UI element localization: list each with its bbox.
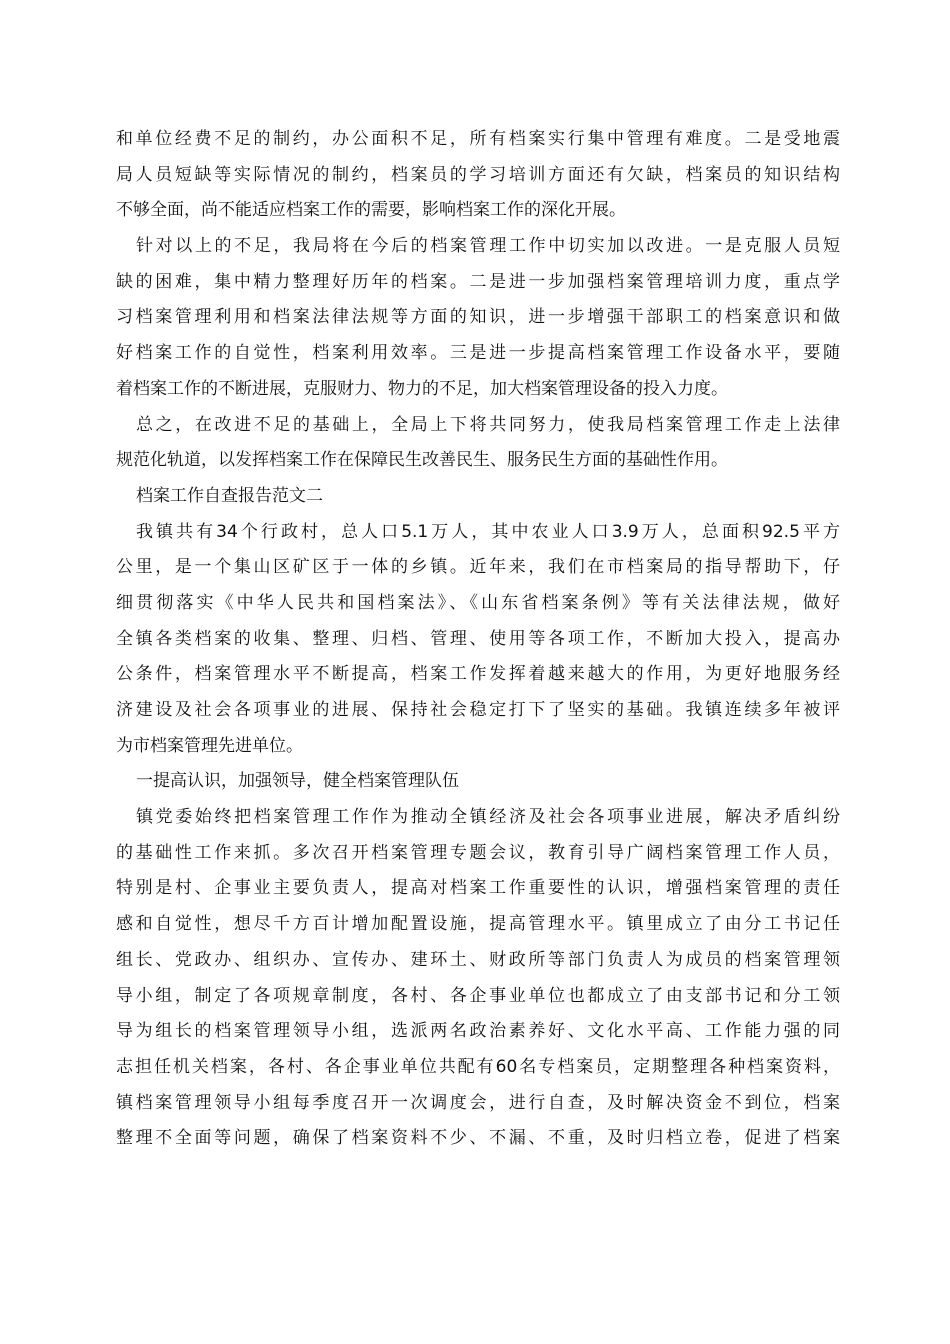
text-line: 细贯彻落实《中华人民共和国档案法》、《山东省档案条例》等有关法律法规，做好 — [116, 592, 840, 613]
text-line: 志担任机关档案，各村、各企事业单位共配有60名专档案员，定期整理各种档案资料， — [116, 1056, 840, 1077]
section-heading: 一提高认识，加强领导，健全档案管理队伍 — [136, 771, 459, 792]
text-line: 济建设及社会各项事业的进展、保持社会稳定打下了坚实的基础。我镇连续多年被评 — [116, 700, 840, 720]
text-line: 的基础性工作来抓。多次召开档案管理专题会议，教育引导广阔档案管理工作人员， — [116, 842, 840, 863]
text-line: 缺的困难，集中精力整理好历年的档案。二是进一步加强档案管理培训力度，重点学 — [116, 271, 840, 292]
text-line: 我镇共有34个行政村，总人口5.1万人，其中农业人口3.9万人，总面积92.5平方 — [136, 521, 840, 542]
text-line: 和单位经费不足的制约，办公面积不足，所有档案实行集中管理有难度。二是受地震 — [116, 129, 840, 149]
document-body — [116, 122, 840, 1157]
section-heading: 档案工作自查报告范文二 — [136, 485, 323, 506]
text-line: 镇党委始终把档案管理工作作为推动全镇经济及社会各项事业进展，解决矛盾纠纷 — [136, 807, 840, 828]
text-line: 针对以上的不足，我局将在今后的档案管理工作中切实加以改进。一是克服人员短 — [136, 236, 840, 257]
text-line: 全镇各类档案的收集、整理、归档、管理、使用等各项工作，不断加大投入，提高办 — [116, 628, 840, 649]
text-line: 特别是村、企事业主要负责人，提高对档案工作重要性的认识，增强档案管理的责任 — [116, 878, 840, 899]
text-line: 好档案工作的自觉性，档案利用效率。三是进一步提高档案管理工作设备水平，要随 — [116, 343, 840, 364]
text-line: 总之，在改进不足的基础上，全局上下将共同努力，使我局档案管理工作走上法律 — [136, 414, 840, 435]
text-line: 着档案工作的不断进展，克服财力、物力的不足，加大档案管理设备的投入力度。 — [116, 378, 728, 399]
text-line: 习档案管理利用和档案法律法规等方面的知识，进一步增强干部职工的档案意识和做 — [116, 307, 840, 328]
text-line: 导小组，制定了各项规章制度，各村、各企事业单位也都成立了由支部书记和分工领 — [116, 985, 840, 1006]
text-line: 规范化轨道，以发挥档案工作在保障民生改善民生、服务民生方面的基础性作用。 — [116, 450, 728, 471]
text-line: 公条件，档案管理水平不断提高，档案工作发挥着越来越大的作用，为更好地服务经 — [116, 664, 840, 685]
text-line: 镇档案管理领导小组每季度召开一次调度会，进行自查，及时解决资金不到位，档案 — [116, 1092, 840, 1113]
text-line: 局人员短缺等实际情况的制约，档案员的学习培训方面还有欠缺，档案员的知识结构 — [116, 164, 840, 185]
text-line: 组长、党政办、组织办、宣传办、建环土、财政所等部门负责人为成员的档案管理领 — [116, 949, 840, 970]
text-line: 为市档案管理先进单位。 — [116, 735, 303, 756]
text-line: 导为组长的档案管理领导小组，选派两名政治素养好、文化水平高、工作能力强的同 — [116, 1021, 840, 1042]
text-line: 不够全面，尚不能适应档案工作的需要，影响档案工作的深化开展。 — [116, 200, 626, 221]
text-line: 公里，是一个集山区矿区于一体的乡镇。近年来，我们在市档案局的指导帮助下，仔 — [116, 557, 840, 578]
text-line: 整理不全面等问题，确保了档案资料不少、不漏、不重，及时归档立卷，促进了档案 — [116, 1128, 840, 1149]
text-line: 感和自觉性，想尽千方百计增加配置设施，提高管理水平。镇里成立了由分工书记任 — [116, 914, 840, 935]
